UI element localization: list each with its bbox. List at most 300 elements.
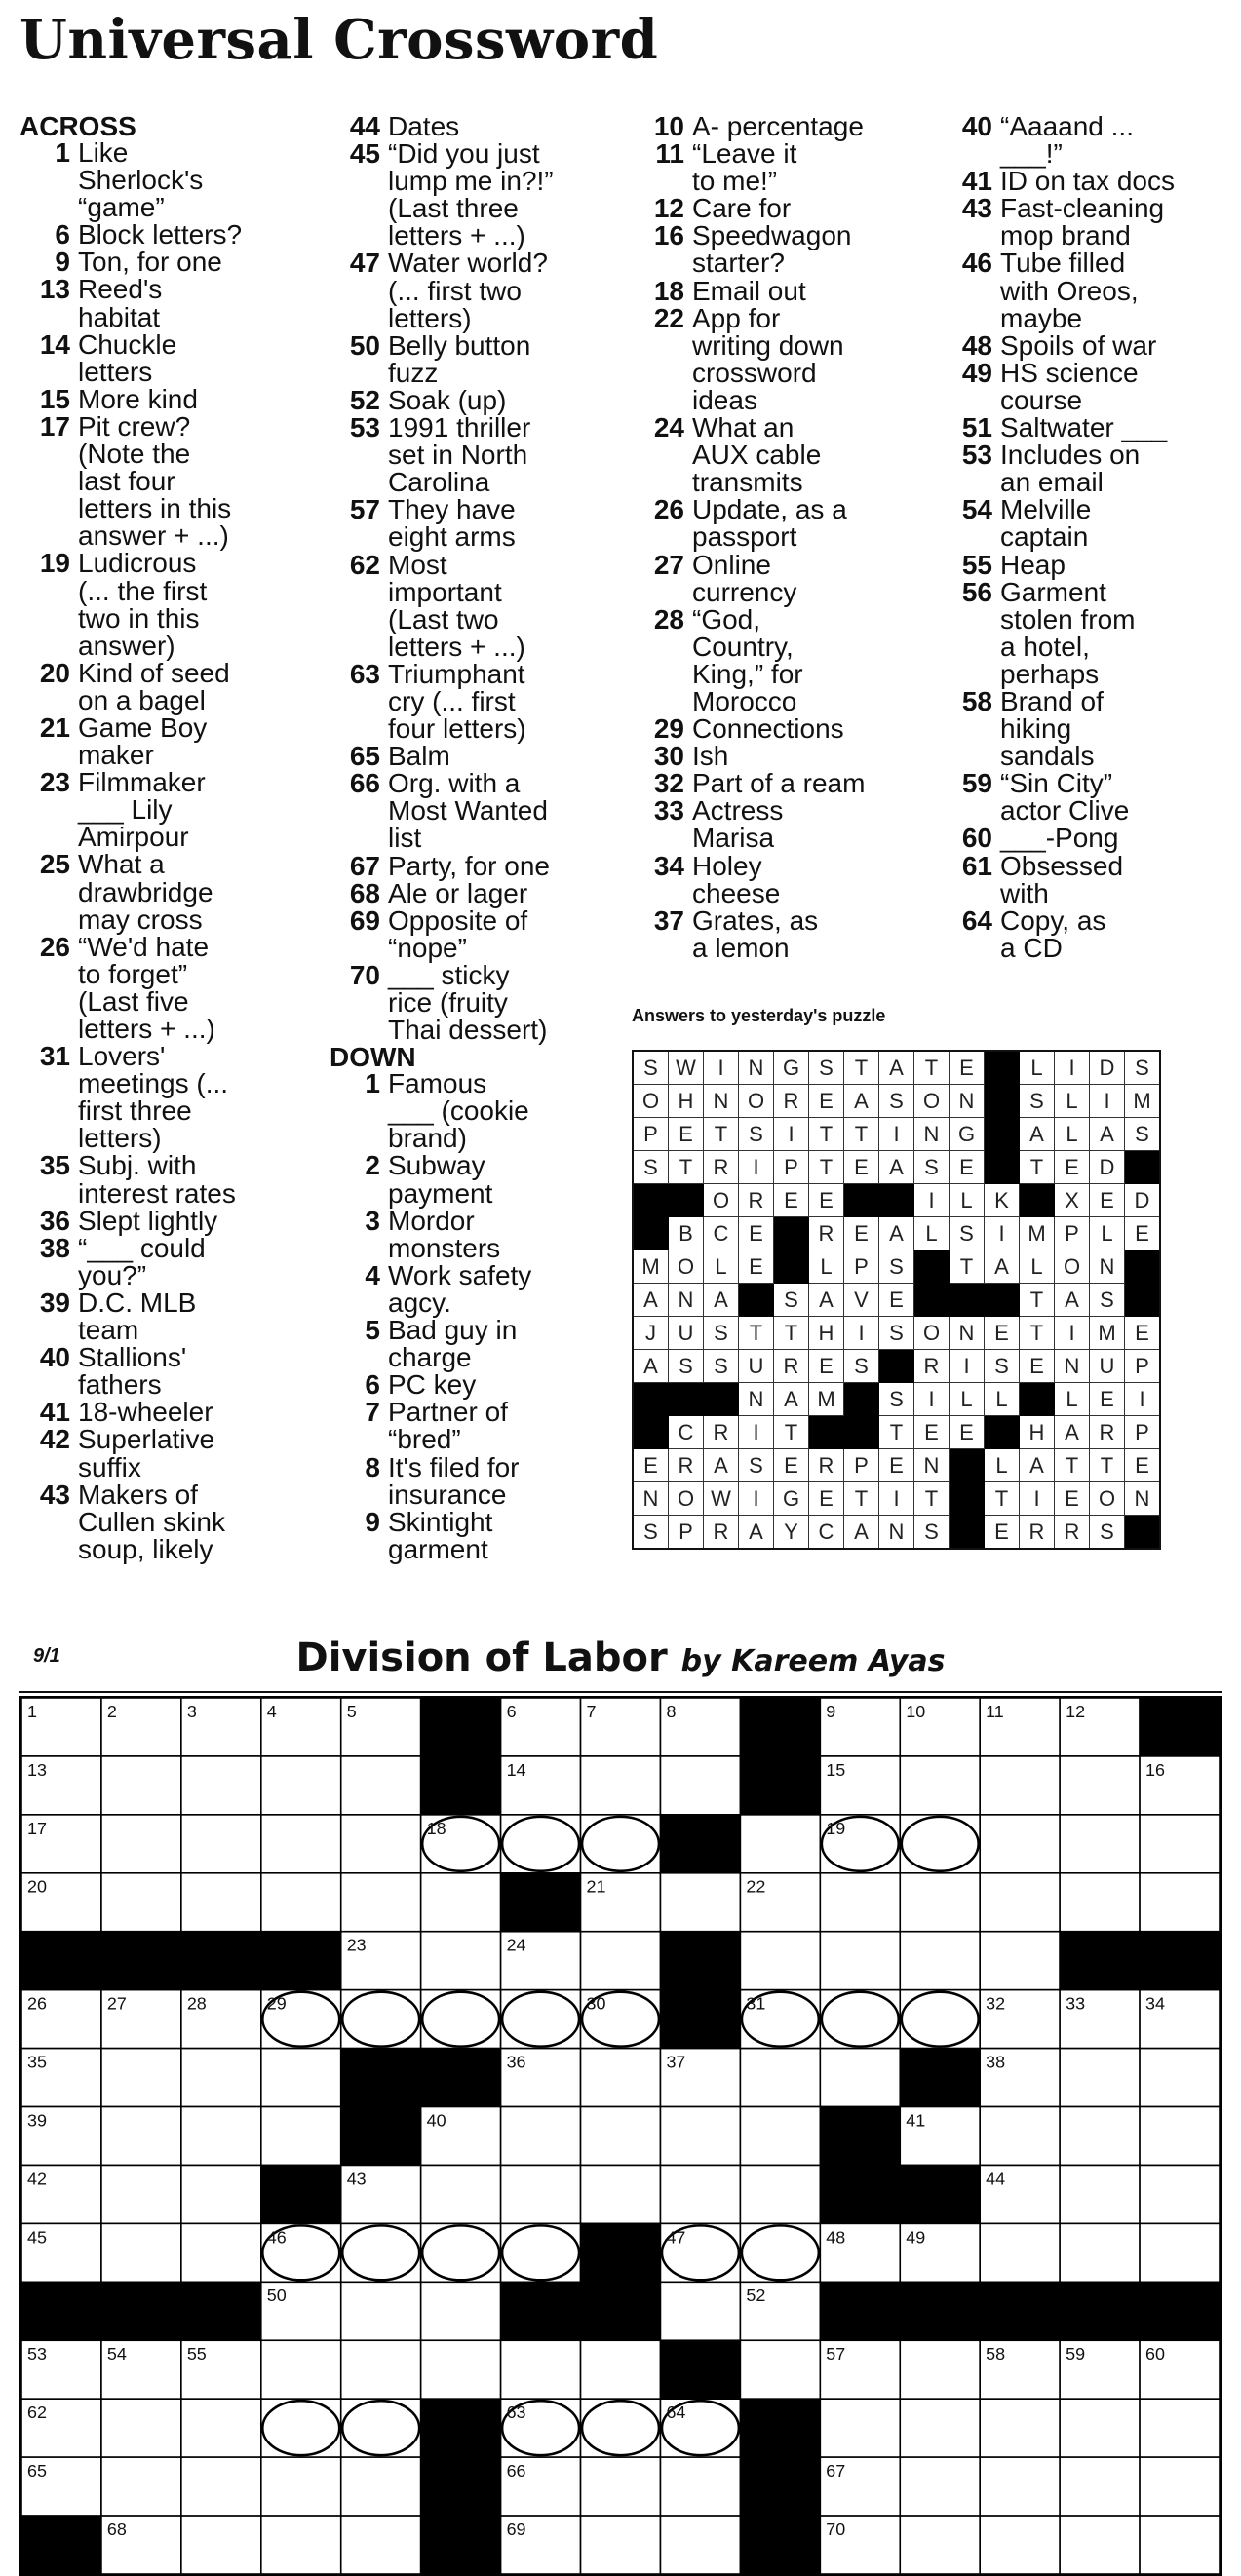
grid-cell[interactable] (501, 2107, 581, 2166)
grid-cell[interactable] (581, 2516, 661, 2574)
answer-letter: E (879, 1449, 914, 1482)
grid-cell[interactable] (501, 2340, 581, 2399)
grid-cell[interactable] (341, 2282, 421, 2340)
clue-item (634, 302, 936, 415)
black-square (501, 2282, 581, 2340)
grid-cell[interactable] (581, 2165, 661, 2223)
black-square (879, 1350, 914, 1383)
grid-cell[interactable] (1060, 2223, 1140, 2282)
answer-letter: S (950, 1217, 985, 1250)
clue-number: 26 (39, 931, 70, 962)
grid-cell[interactable] (900, 1990, 980, 2049)
grid-cell[interactable] (660, 2165, 740, 2223)
grid-cell[interactable] (980, 1873, 1060, 1932)
answer-letter: S (985, 1350, 1020, 1383)
answer-row (633, 1317, 1160, 1350)
answer-letter: I (985, 1217, 1020, 1250)
grid-cell[interactable] (501, 2165, 581, 2223)
black-square (809, 1416, 844, 1449)
answer-letter: J (633, 1317, 669, 1350)
answer-letter: R (1020, 1516, 1055, 1550)
answer-letter: O (914, 1085, 950, 1118)
cell-number: 45 (26, 2227, 47, 2248)
clue-number: 49 (961, 357, 992, 388)
cell-number: 12 (1066, 1701, 1086, 1721)
grid-cell[interactable] (261, 1873, 341, 1932)
grid-cell[interactable] (1140, 2457, 1220, 2516)
answer-row (633, 1383, 1160, 1416)
clue-text: Spoils of war (1000, 329, 1157, 361)
cell-number: 60 (1145, 2344, 1165, 2365)
answer-row (633, 1284, 1160, 1317)
grid-cell[interactable] (1060, 1756, 1140, 1815)
grid-cell[interactable] (980, 1756, 1060, 1815)
black-square (950, 1482, 985, 1516)
grid-cell[interactable] (900, 1815, 980, 1873)
clue-text: Subj. with interest rates (78, 1150, 236, 1209)
grid-cell[interactable] (421, 2282, 501, 2340)
clue-text: Melville captain (1000, 494, 1092, 553)
grid-cell[interactable] (421, 2340, 501, 2399)
answer-letter: D (1125, 1184, 1161, 1217)
answer-letter: N (669, 1284, 704, 1317)
clue-text: ___-Pong (1000, 823, 1119, 854)
answer-row (633, 1217, 1160, 1250)
grid-cell[interactable] (1140, 2516, 1220, 2574)
clue-item (330, 113, 622, 140)
clue-item (330, 496, 622, 551)
grid-cell[interactable] (900, 2516, 980, 2574)
clue-number: 16 (653, 220, 684, 251)
clue-item (942, 496, 1234, 551)
clue-text: Grates, as a lemon (692, 904, 819, 963)
grid-cell[interactable] (980, 2223, 1060, 2282)
answer-letter: M (1020, 1217, 1055, 1250)
clue-number: 4 (365, 1259, 380, 1290)
answer-letter: I (739, 1151, 774, 1184)
clue-number: 17 (39, 410, 70, 442)
cell-number: 50 (266, 2286, 287, 2306)
clue-item (942, 576, 1234, 689)
grid-cell[interactable] (181, 2165, 261, 2223)
grid-cell[interactable] (421, 1873, 501, 1932)
clue-number: 46 (961, 248, 992, 279)
answer-letter: H (669, 1085, 704, 1118)
answer-letter: A (739, 1516, 774, 1550)
grid-cell[interactable] (341, 1756, 421, 1815)
clue-text: “God, Country, King,” for Morocco (692, 603, 803, 716)
grid-cell[interactable] (181, 2457, 261, 2516)
grid-cell[interactable] (421, 2223, 501, 2282)
cell-number: 26 (26, 1993, 47, 2014)
grid-cell[interactable] (1060, 1873, 1140, 1932)
clue-number: 35 (39, 1150, 70, 1181)
grid-cell[interactable] (101, 2223, 181, 2282)
clue-number: 22 (653, 302, 684, 333)
grid-cell[interactable] (1140, 2223, 1220, 2282)
grid-cell[interactable] (341, 1815, 421, 1873)
clue-text: Ale or lager (388, 877, 528, 908)
clue-text: Ton, for one (78, 247, 222, 278)
grid-cell[interactable] (581, 1756, 661, 1815)
answer-letter: N (1090, 1250, 1125, 1284)
clue-number: 40 (961, 111, 992, 141)
grid-cell[interactable] (181, 2516, 261, 2574)
cell-number: 68 (106, 2518, 127, 2539)
answer-letter: L (914, 1217, 950, 1250)
cell-number: 32 (986, 1993, 1006, 2014)
grid-cell[interactable] (181, 2223, 261, 2282)
grid-cell[interactable] (181, 2107, 261, 2166)
cell-number: 35 (26, 2052, 47, 2072)
grid-cell[interactable] (581, 2399, 661, 2457)
grid-cell[interactable] (980, 1932, 1060, 1990)
cell-number: 70 (826, 2518, 846, 2539)
grid-cell[interactable] (261, 2516, 341, 2574)
grid-cell[interactable] (341, 1873, 421, 1932)
clue-text: Heap (1000, 549, 1066, 580)
clue-item (19, 769, 312, 851)
grid-cell[interactable] (740, 1815, 820, 1873)
cell-number: 11 (986, 1701, 1004, 1721)
grid-cell[interactable] (660, 1756, 740, 1815)
answer-letter: S (669, 1350, 704, 1383)
grid-cell[interactable] (421, 1990, 501, 2049)
grid-cell[interactable] (740, 2107, 820, 2166)
clue-text: More kind (78, 383, 198, 414)
grid-cell[interactable] (980, 2107, 1060, 2166)
grid-cell[interactable] (341, 1990, 421, 2049)
grid-cell[interactable] (341, 2516, 421, 2574)
answer-letter: E (774, 1449, 809, 1482)
grid-cell[interactable] (740, 2049, 820, 2107)
grid-cell[interactable] (900, 2457, 980, 2516)
clue-text: ___ sticky rice (fruity Thai dessert) (388, 959, 548, 1046)
answer-letter: A (1055, 1416, 1090, 1449)
clue-number: 12 (653, 193, 684, 224)
grid-cell[interactable] (1140, 2049, 1220, 2107)
grid-cell[interactable] (181, 1815, 261, 1873)
clue-item (330, 1506, 622, 1564)
clue-number: 63 (349, 658, 380, 689)
grid-cell[interactable] (980, 2457, 1060, 2516)
clue-text: A- percentage (692, 111, 864, 141)
cell-number: 20 (26, 1876, 47, 1897)
answer-letter: L (1055, 1383, 1090, 1416)
clue-number: 26 (653, 494, 684, 525)
grid-cell[interactable] (181, 2399, 261, 2457)
grid-cell[interactable] (1060, 2049, 1140, 2107)
grid-cell[interactable] (341, 2457, 421, 2516)
grid-cell[interactable] (660, 1873, 740, 1932)
cell-number: 39 (26, 2110, 47, 2131)
clue-text: Game Boy maker (78, 711, 208, 771)
answer-letter: O (633, 1085, 669, 1118)
answer-letter: A (774, 1383, 809, 1416)
grid-cell[interactable] (1060, 2457, 1140, 2516)
clue-text: Garment stolen from a hotel, perhaps (1000, 576, 1136, 689)
black-square (1125, 1516, 1161, 1550)
cell-number: 62 (26, 2403, 47, 2423)
clue-item (330, 250, 622, 331)
clue-number: 32 (653, 768, 684, 799)
black-square (820, 2165, 900, 2223)
cell-number: 29 (266, 1993, 287, 2014)
clue-text: Block letters? (78, 219, 243, 250)
clue-item (330, 1259, 622, 1318)
clue-item (942, 685, 1234, 772)
answer-letter: E (844, 1151, 879, 1184)
answer-letter: A (1055, 1284, 1090, 1317)
answer-letter: T (774, 1317, 809, 1350)
cell-number: 38 (986, 2052, 1006, 2072)
answer-letter: N (739, 1051, 774, 1085)
clue-item (634, 904, 936, 963)
clue-text: Connections (692, 713, 844, 745)
grid-cell[interactable] (1140, 2165, 1220, 2223)
grid-cell[interactable] (1140, 1815, 1220, 1873)
answer-letter: D (1090, 1051, 1125, 1085)
grid-cell[interactable] (101, 1756, 181, 1815)
grid-cell[interactable] (101, 2049, 181, 2107)
clue-text: Update, as a passport (692, 494, 847, 553)
grid-cell[interactable] (581, 1815, 661, 1873)
answer-letter: U (1090, 1350, 1125, 1383)
grid-cell[interactable] (581, 2107, 661, 2166)
clue-number: 23 (39, 767, 70, 798)
answer-letter: I (1125, 1383, 1161, 1416)
clue-number: 59 (961, 768, 992, 799)
grid-cell[interactable] (1060, 2516, 1140, 2574)
grid-cell[interactable] (101, 2107, 181, 2166)
answer-letter: R (739, 1184, 774, 1217)
answer-grid (632, 1050, 1161, 1550)
clue-item (330, 658, 622, 745)
clue-text: Includes on an email (1000, 440, 1141, 498)
clue-text: Org. with a Most Wanted list (388, 768, 548, 854)
answer-letter: S (879, 1317, 914, 1350)
grid-cell[interactable] (261, 1815, 341, 1873)
grid-cell[interactable] (1140, 2107, 1220, 2166)
answer-letter: R (704, 1516, 739, 1550)
answer-letter: I (879, 1118, 914, 1151)
answer-letter: D (1090, 1151, 1125, 1184)
cell-number: 10 (906, 1701, 926, 1721)
grid-cell[interactable] (900, 2399, 980, 2457)
grid-cell[interactable] (501, 1990, 581, 2049)
cell-number: 6 (506, 1701, 517, 1721)
clue-number: 15 (39, 383, 70, 414)
answer-letter: T (774, 1416, 809, 1449)
answer-letter: I (739, 1482, 774, 1516)
grid-cell[interactable] (660, 2107, 740, 2166)
grid-cell[interactable] (900, 1932, 980, 1990)
answer-row (633, 1184, 1160, 1217)
grid-cell[interactable] (1060, 2165, 1140, 2223)
crossword-grid (19, 1696, 1222, 2576)
grid-cell[interactable] (181, 1873, 261, 1932)
black-square (1125, 1250, 1161, 1284)
black-square (1140, 1932, 1220, 1990)
answer-letter: S (1090, 1516, 1125, 1550)
clue-column (19, 113, 312, 1563)
grid-cell[interactable] (261, 2399, 341, 2457)
grid-cell[interactable] (581, 1932, 661, 1990)
clue-text: Soak (up) (388, 384, 507, 415)
black-square (101, 2282, 181, 2340)
clue-number: 66 (349, 768, 380, 799)
answer-row (633, 1118, 1160, 1151)
clue-item (19, 383, 312, 414)
grid-cell[interactable] (900, 1756, 980, 1815)
answer-letter: P (844, 1449, 879, 1482)
grid-cell[interactable] (1140, 1873, 1220, 1932)
grid-cell[interactable] (501, 1815, 581, 1873)
grid-cell[interactable] (660, 2457, 740, 2516)
answer-letter: T (879, 1416, 914, 1449)
clue-item (942, 442, 1234, 496)
clue-number: 48 (961, 329, 992, 361)
grid-cell[interactable] (581, 2049, 661, 2107)
grid-cell[interactable] (980, 2399, 1060, 2457)
grid-cell[interactable] (341, 2223, 421, 2282)
grid-cell[interactable] (341, 2399, 421, 2457)
black-square (21, 2282, 101, 2340)
cell-number: 9 (826, 1701, 836, 1721)
black-square (181, 2282, 261, 2340)
clue-number: 52 (349, 384, 380, 415)
grid-cell[interactable] (581, 2340, 661, 2399)
cell-number: 57 (826, 2344, 846, 2365)
grid-cell[interactable] (980, 1815, 1060, 1873)
answer-letter: P (669, 1516, 704, 1550)
clue-number: 10 (653, 111, 684, 141)
grid-cell[interactable] (740, 1932, 820, 1990)
answer-letter: S (879, 1250, 914, 1284)
answer-letter: T (704, 1118, 739, 1151)
grid-cell[interactable] (261, 2340, 341, 2399)
grid-cell[interactable] (181, 2049, 261, 2107)
grid-cell[interactable] (101, 1815, 181, 1873)
grid-cell[interactable] (1060, 2399, 1140, 2457)
clue-item (330, 549, 622, 662)
grid-cell[interactable] (261, 2457, 341, 2516)
clue-item (330, 850, 622, 881)
answer-letter: A (844, 1516, 879, 1550)
black-square (421, 2457, 501, 2516)
cell-number: 1 (26, 1701, 37, 1721)
grid-cell[interactable] (581, 2457, 661, 2516)
grid-cell[interactable] (341, 2340, 421, 2399)
answer-letter: E (1125, 1317, 1161, 1350)
grid-cell[interactable] (660, 2516, 740, 2574)
grid-cell[interactable] (101, 2165, 181, 2223)
clue-number: 18 (653, 275, 684, 306)
answer-letter: P (1125, 1416, 1161, 1449)
black-square (669, 1184, 704, 1217)
grid-cell[interactable] (820, 1990, 900, 2049)
grid-cell[interactable] (181, 1756, 261, 1815)
clue-text: Famous ___ (cookie brand) (388, 1068, 529, 1154)
grid-cell[interactable] (740, 2223, 820, 2282)
answer-letter: S (1020, 1085, 1055, 1118)
grid-cell[interactable] (1140, 2399, 1220, 2457)
clue-text: Brand of hiking sandals (1000, 685, 1104, 772)
grid-cell[interactable] (980, 2516, 1060, 2574)
grid-cell[interactable] (261, 2107, 341, 2166)
clue-item (942, 850, 1234, 908)
clue-text: Filmmaker ___ Lily Amirpour (78, 767, 206, 853)
grid-cell[interactable] (421, 1932, 501, 1990)
black-square (633, 1383, 669, 1416)
answer-letter: O (739, 1085, 774, 1118)
grid-cell[interactable] (900, 1873, 980, 1932)
answer-letter: O (1055, 1250, 1090, 1284)
cell-number: 47 (666, 2227, 686, 2248)
grid-cell[interactable] (501, 2223, 581, 2282)
grid-cell[interactable] (261, 2049, 341, 2107)
grid-cell[interactable] (740, 2340, 820, 2399)
answer-letter: N (914, 1118, 950, 1151)
cell-number: 44 (986, 2169, 1006, 2189)
clue-number: 53 (961, 440, 992, 471)
black-square (660, 2340, 740, 2399)
answer-letter: L (1020, 1250, 1055, 1284)
grid-cell[interactable] (1060, 1815, 1140, 1873)
answer-letter: R (809, 1449, 844, 1482)
black-square (740, 1756, 820, 1815)
black-square (581, 2223, 661, 2282)
answer-letter: A (809, 1284, 844, 1317)
answer-letter: O (1090, 1482, 1125, 1516)
clue-text: Skintight garment (388, 1506, 493, 1564)
answer-letter: L (985, 1383, 1020, 1416)
clue-item (19, 851, 312, 933)
grid-cell[interactable] (820, 1932, 900, 1990)
grid-cell[interactable] (1060, 2107, 1140, 2166)
grid-cell[interactable] (660, 2282, 740, 2340)
black-square (740, 2399, 820, 2457)
grid-cell[interactable] (101, 2457, 181, 2516)
answer-letter: R (1090, 1416, 1125, 1449)
cell-number: 40 (426, 2110, 446, 2131)
cell-number: 30 (586, 1993, 606, 2014)
clue-text: Holey cheese (692, 850, 781, 908)
grid-cell[interactable] (820, 2399, 900, 2457)
answer-letter: C (809, 1516, 844, 1550)
grid-cell[interactable] (421, 2165, 501, 2223)
answer-letter: L (985, 1449, 1020, 1482)
grid-cell[interactable] (261, 1756, 341, 1815)
cell-number: 64 (666, 2403, 686, 2423)
grid-cell[interactable] (740, 2165, 820, 2223)
black-square (844, 1184, 879, 1217)
answer-letter: E (1125, 1217, 1161, 1250)
clue-item (19, 1426, 312, 1480)
grid-cell[interactable] (101, 2399, 181, 2457)
grid-cell[interactable] (820, 1873, 900, 1932)
answer-row (633, 1350, 1160, 1383)
black-square (985, 1151, 1020, 1184)
grid-cell[interactable] (900, 2340, 980, 2399)
grid-cell[interactable] (820, 2049, 900, 2107)
answer-letter: E (950, 1416, 985, 1449)
answer-letter: T (844, 1118, 879, 1151)
answer-row (633, 1482, 1160, 1516)
grid-cell[interactable] (101, 1873, 181, 1932)
answer-letter: G (950, 1118, 985, 1151)
black-square (1125, 1284, 1161, 1317)
